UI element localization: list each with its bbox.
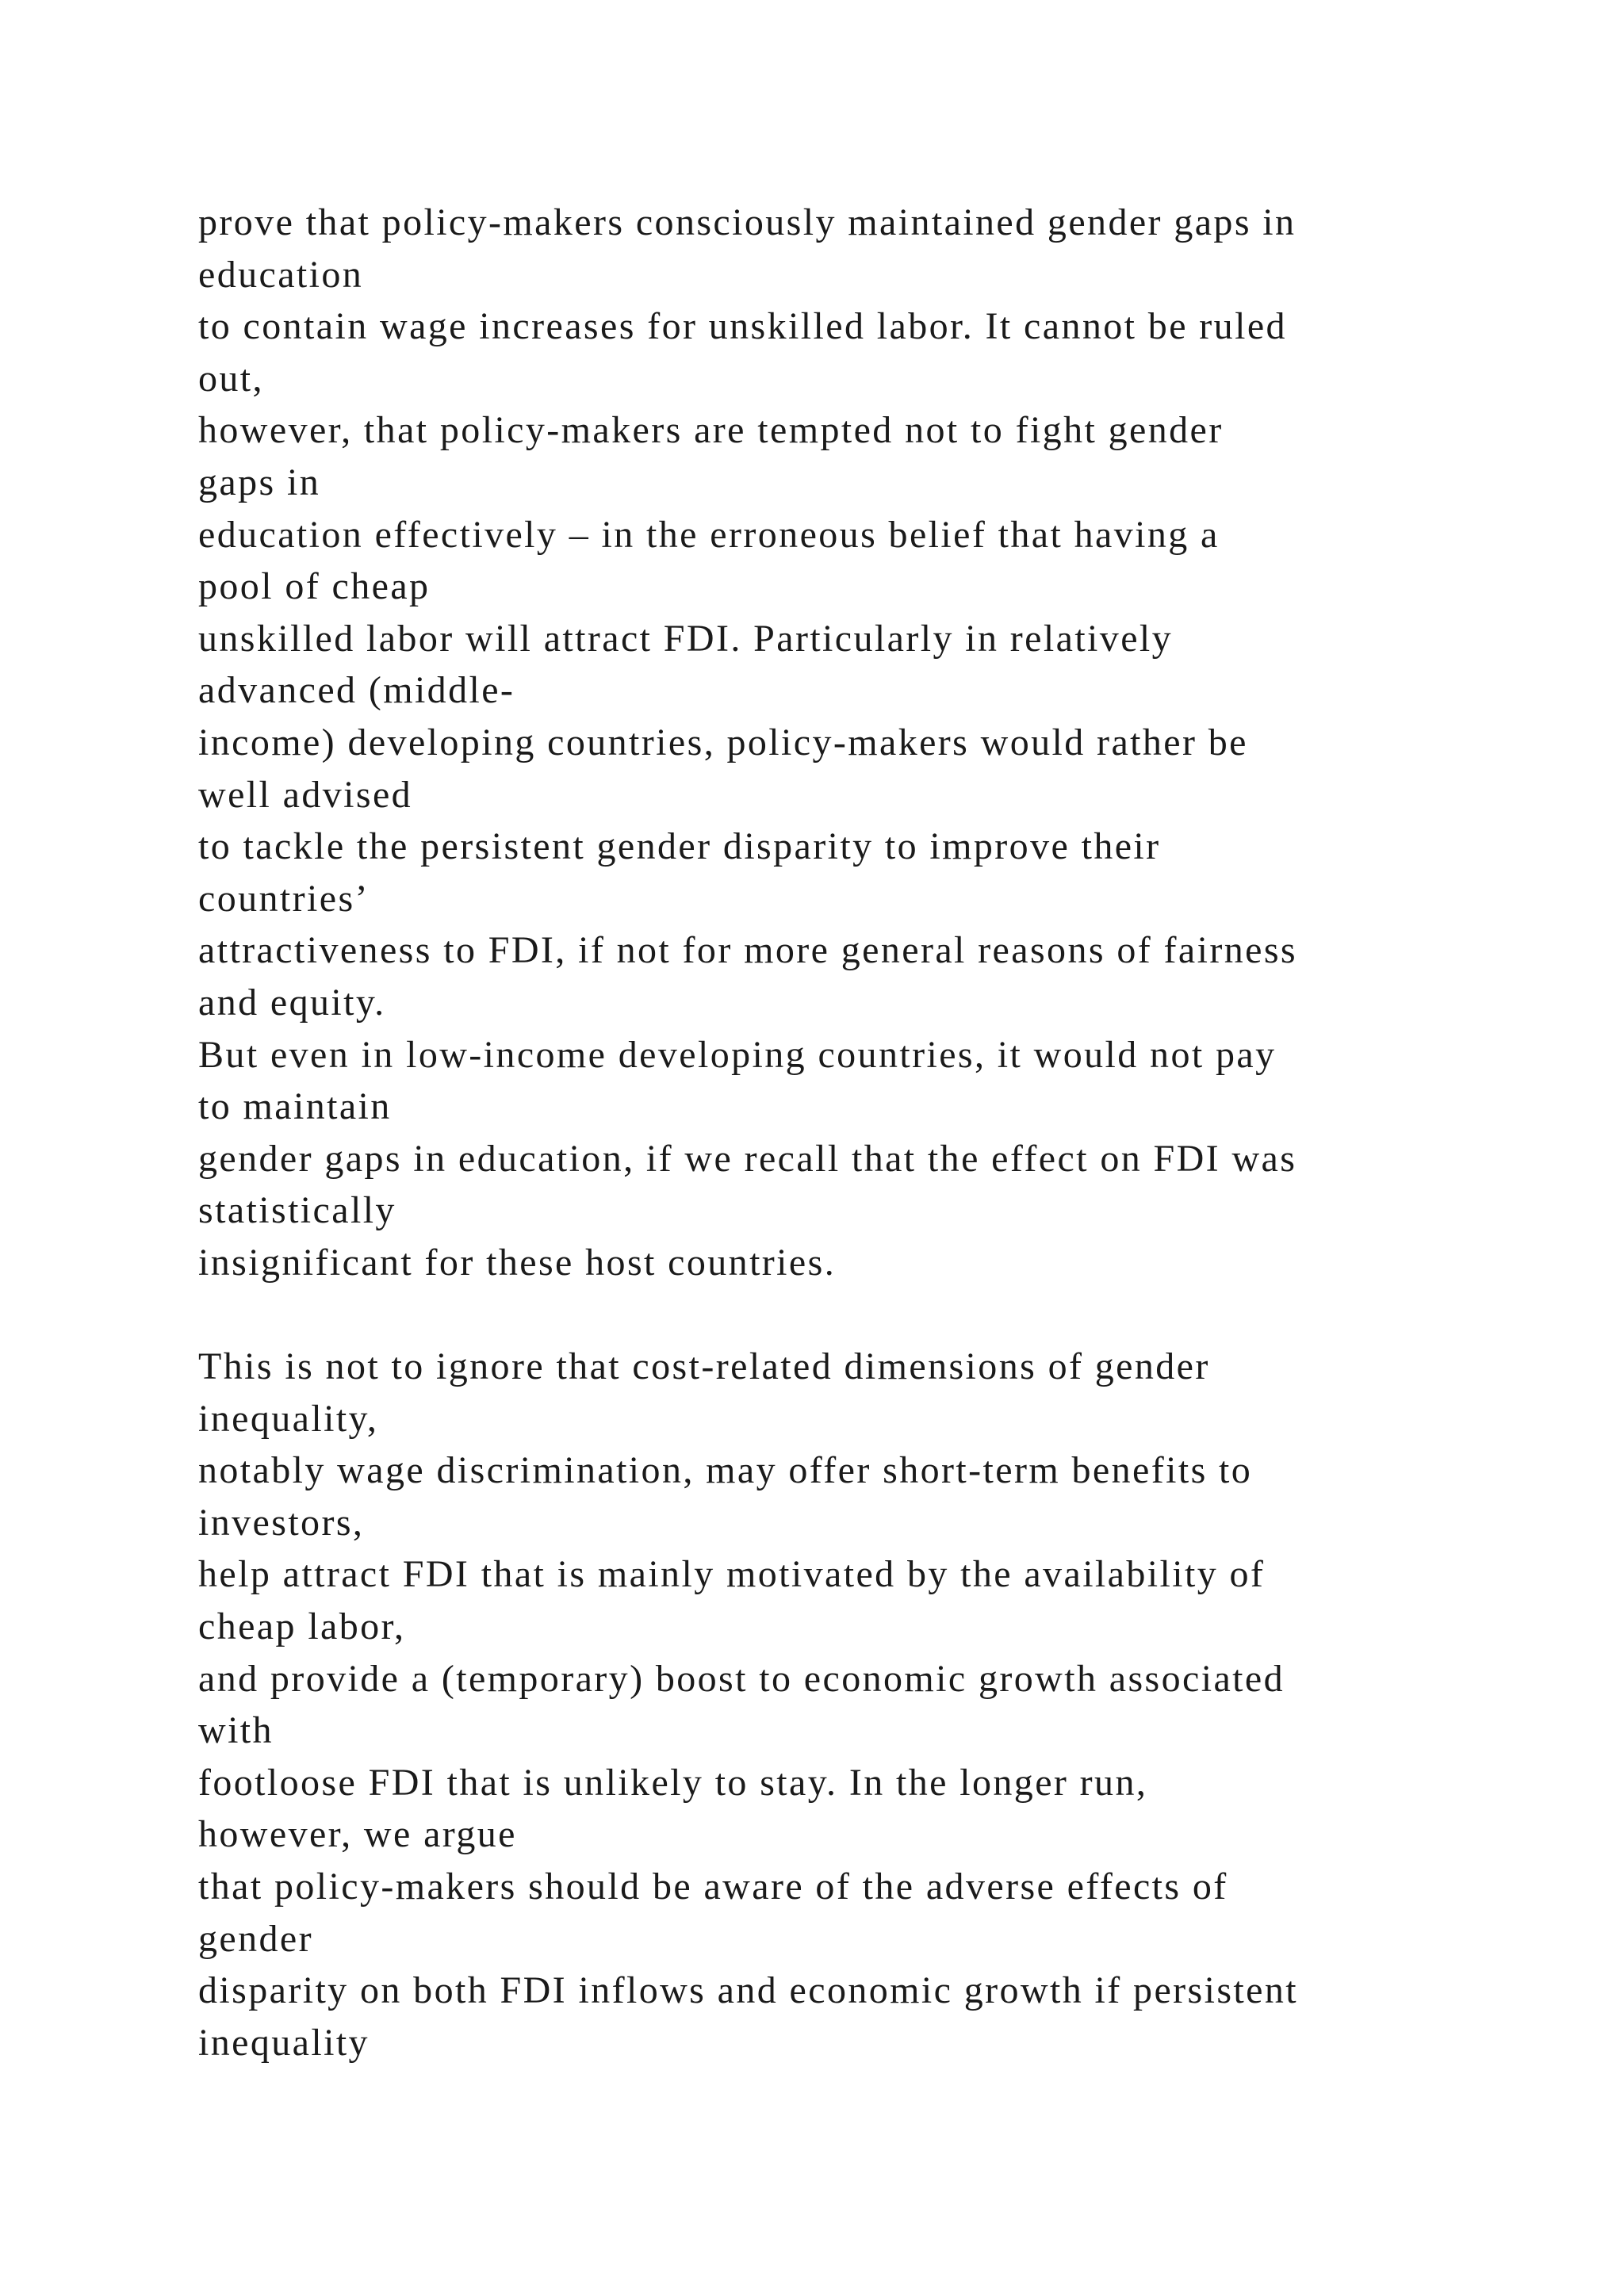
text-line: with [198,1709,274,1752]
paragraph-2 [198,1341,1507,2068]
text-line: disparity on both FDI inflows and economic growth if persistent [198,1969,1299,2012]
paragraph-spacer [198,1288,1507,1341]
text-line: help attract FDI that is mainly motivated by the availability of [198,1553,1266,1596]
text-line: statistically [198,1189,396,1232]
text-line: that policy-makers should be aware of the adverse effects of [198,1866,1228,1908]
text-line: and equity. [198,981,386,1024]
text-line: well advised [198,773,413,816]
body-text [198,197,1507,2068]
text-line: gender gaps in education, if we recall that the effect on FDI was [198,1137,1297,1180]
text-line: insignificant for these host countries. [198,1241,837,1284]
text-line: to contain wage increases for unskilled labor. It cannot be ruled [198,305,1287,348]
text-line: to tackle the persistent gender disparity to improve their [198,825,1161,868]
text-line: notably wage discrimination, may offer short-term benefits to [198,1449,1253,1492]
text-line: however, we argue [198,1813,517,1856]
text-line: attractiveness to FDI, if not for more general reasons of fairness [198,929,1297,972]
text-line: prove that policy-makers consciously maintained gender gaps in [198,201,1297,243]
text-line: investors, [198,1501,365,1544]
text-line: education effectively – in the erroneous belief that having a [198,513,1220,556]
text-line: advanced (middle- [198,669,515,712]
text-line: education [198,253,364,296]
text-line: income) developing countries, policy-makers would rather be [198,721,1248,763]
text-line: inequality [198,2021,370,2064]
text-line: out, [198,357,264,400]
text-line: gender [198,1917,313,1960]
text-line: cheap labor, [198,1605,406,1648]
text-line: unskilled labor will attract FDI. Particularly in relatively [198,617,1174,660]
text-line: footloose FDI that is unlikely to stay. In the longer run, [198,1761,1148,1804]
text-line: inequality, [198,1397,379,1440]
text-line: and provide a (temporary) boost to economic growth associated [198,1657,1285,1700]
text-line: to maintain [198,1085,392,1128]
paragraph-1 [198,197,1507,1288]
text-line: But even in low-income developing countries, it would not pay [198,1033,1277,1076]
text-line: This is not to ignore that cost-related dimensions of gender [198,1345,1210,1388]
text-line: gaps in [198,461,321,503]
text-line: pool of cheap [198,565,431,608]
text-line: countries’ [198,877,370,920]
text-line: however, that policy-makers are tempted not to fight gender [198,409,1224,452]
